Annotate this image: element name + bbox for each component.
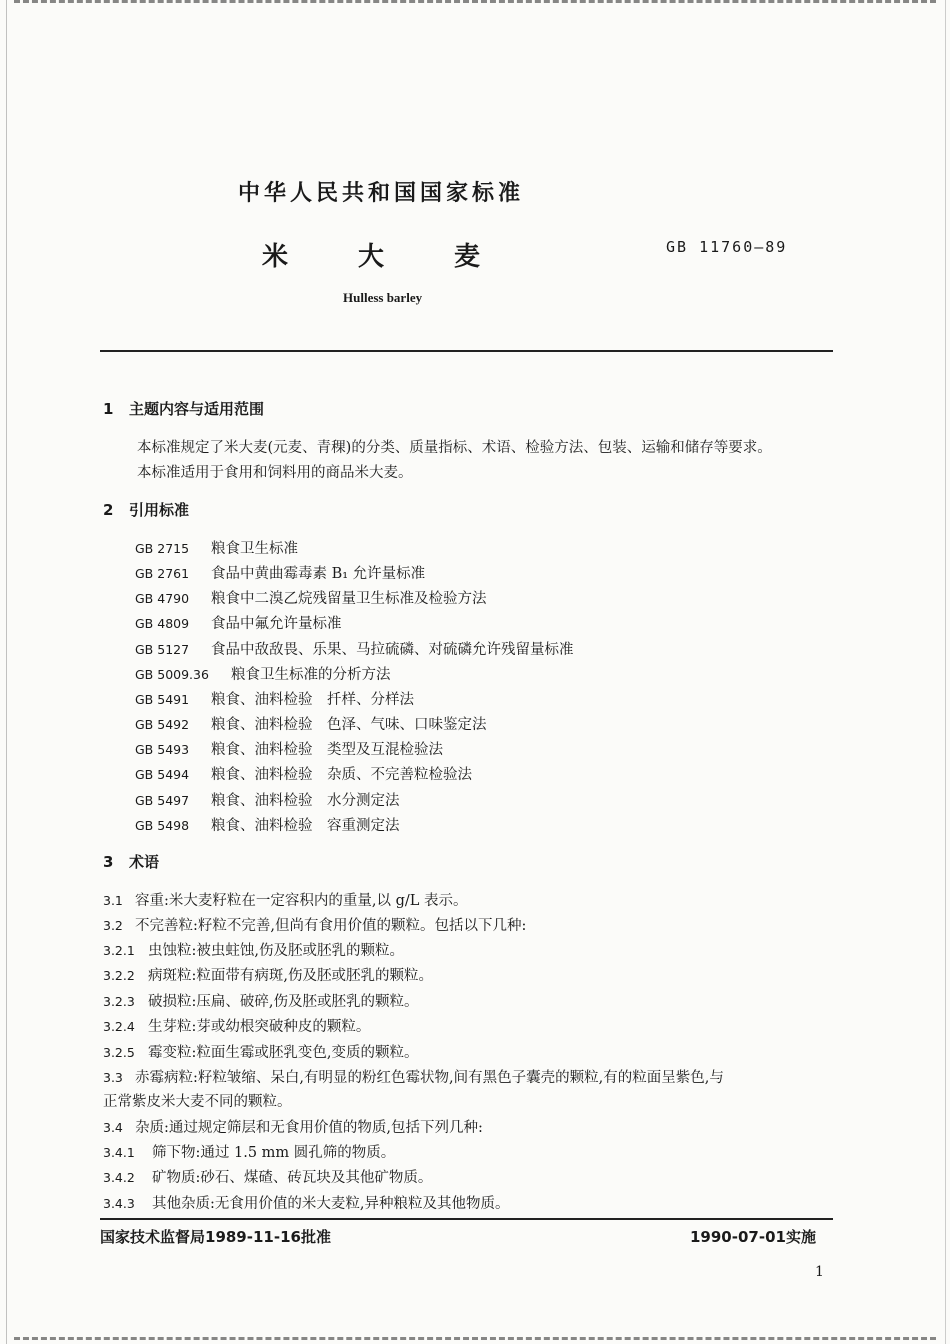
scan-edge-bottom (14, 1331, 936, 1340)
term-item (103, 990, 419, 1011)
section-title: 主题内容与适用范围 (129, 400, 265, 418)
section-number: 3 (103, 853, 114, 871)
standard-title: 米大麦 (262, 242, 551, 272)
scan-edge-top (14, 0, 936, 9)
term-text: 霉变粒:粒面生霉或胚乳变色,变质的颗粒。 (148, 1045, 419, 1061)
term-item (103, 939, 404, 960)
term-code: 3.2.2 (103, 968, 135, 983)
reference-code: GB 5493 (135, 742, 190, 757)
section-heading-scope (103, 398, 264, 419)
reference-item (135, 688, 414, 709)
effective-date: 1990-07-01实施 (690, 1228, 816, 1246)
term-code: 3.3 (103, 1070, 123, 1085)
term-text: 不完善粒:籽粒不完善,但尚有食用价值的颗粒。包括以下几种: (135, 918, 527, 934)
national-standard-title: 中华人民共和国国家标准 (238, 181, 525, 206)
term-item (103, 1166, 432, 1187)
term-text: 病斑粒:粒面带有病斑,伤及胚或胚乳的颗粒。 (148, 968, 433, 984)
reference-title: 粮食、油料检验 色泽、气味、口味鉴定法 (211, 717, 487, 733)
term-item (103, 889, 468, 910)
term-item (103, 1116, 483, 1137)
reference-code: GB 5127 (135, 642, 190, 657)
reference-code: GB 2715 (135, 541, 190, 556)
term-code: 3.4 (103, 1120, 123, 1135)
reference-code: GB 4790 (135, 591, 190, 606)
section-heading-terms (103, 851, 159, 872)
term-item (103, 1015, 370, 1036)
term-item (103, 1041, 419, 1062)
reference-title: 粮食、油料检验 水分测定法 (211, 793, 400, 809)
term-code: 3.2.4 (103, 1019, 135, 1034)
term-item (103, 1066, 724, 1087)
term-text: 正常紫皮米大麦不同的颗粒。 (103, 1094, 292, 1110)
section-number: 1 (103, 400, 114, 418)
scan-edge-left (6, 0, 7, 1344)
reference-item (135, 738, 443, 759)
reference-item (135, 814, 400, 835)
scope-paragraph: 本标准规定了米大麦(元麦、青稞)的分类、质量指标、术语、检验方法、包装、运输和储存等要求。 (137, 440, 772, 456)
reference-code: GB 2761 (135, 566, 190, 581)
reference-title: 粮食卫生标准的分析方法 (231, 667, 391, 683)
term-code: 3.4.2 (103, 1170, 135, 1185)
term-text: 矿物质:砂石、煤碴、砖瓦块及其他矿物质。 (152, 1170, 433, 1186)
scope-paragraph: 本标准适用于食用和饲料用的商品米大麦。 (137, 465, 413, 481)
reference-title: 食品中氟允许量标准 (211, 616, 342, 632)
term-text: 容重:米大麦籽粒在一定容积内的重量,以 g/L 表示。 (135, 893, 468, 909)
standard-code: GB 11760—89 (666, 238, 788, 256)
term-code: 3.2.1 (103, 943, 135, 958)
term-text: 杂质:通过规定筛层和无食用价值的物质,包括下列几种: (135, 1120, 483, 1136)
term-item-continuation (103, 1090, 292, 1111)
reference-item (135, 789, 400, 810)
term-item (103, 1192, 510, 1213)
reference-item (135, 587, 487, 608)
reference-title: 粮食、油料检验 容重测定法 (211, 818, 400, 834)
reference-code: GB 5498 (135, 818, 190, 833)
section-title: 术语 (129, 853, 160, 871)
reference-code: GB 5491 (135, 692, 190, 707)
section-heading-references (103, 499, 189, 520)
reference-code: GB 4809 (135, 616, 190, 631)
page-number: 1 (815, 1264, 824, 1280)
reference-title: 食品中敌敌畏、乐果、马拉硫磷、对硫磷允许残留量标准 (211, 642, 574, 658)
term-code: 3.2 (103, 918, 123, 933)
term-text: 虫蚀粒:被虫蛀蚀,伤及胚或胚乳的颗粒。 (148, 943, 404, 959)
reference-title: 粮食、油料检验 杂质、不完善粒检验法 (211, 767, 472, 783)
reference-code: GB 5497 (135, 793, 190, 808)
term-text: 破损粒:压扁、破碎,伤及胚或胚乳的颗粒。 (148, 994, 419, 1010)
reference-item (135, 763, 472, 784)
reference-title: 粮食、油料检验 扦样、分样法 (211, 692, 414, 708)
reference-item (135, 537, 298, 558)
reference-code: GB 5009.36 (135, 667, 209, 682)
term-code: 3.1 (103, 893, 123, 908)
term-item (103, 1141, 395, 1162)
approval-statement: 国家技术监督局1989-11-16批准 (100, 1228, 331, 1246)
reference-item (135, 713, 487, 734)
term-code: 3.4.3 (103, 1196, 135, 1211)
term-code: 3.2.3 (103, 994, 135, 1009)
term-text: 筛下物:通过 1.5 mm 圆孔筛的物质。 (152, 1145, 396, 1161)
reference-item (135, 562, 425, 583)
term-item (103, 914, 526, 935)
term-code: 3.4.1 (103, 1145, 135, 1160)
term-text: 生芽粒:芽或幼根突破种皮的颗粒。 (148, 1019, 371, 1035)
term-item (103, 964, 433, 985)
term-code: 3.2.5 (103, 1045, 135, 1060)
footer-rule (100, 1218, 833, 1220)
term-text: 赤霉病粒:籽粒皱缩、呆白,有明显的粉红色霉状物,间有黑色子囊壳的颗粒,有的粒面呈紫色,与 (135, 1070, 724, 1086)
reference-title: 粮食中二溴乙烷残留量卫生标准及检验方法 (211, 591, 487, 607)
reference-title: 食品中黄曲霉毒素 B₁ 允许量标准 (211, 566, 426, 582)
scan-edge-right (945, 0, 946, 1344)
section-number: 2 (103, 501, 114, 519)
header-rule (100, 350, 833, 352)
reference-item (135, 638, 574, 659)
english-title: Hulless barley (343, 290, 423, 305)
section-title: 引用标准 (129, 501, 190, 519)
reference-title: 粮食、油料检验 类型及互混检验法 (211, 742, 443, 758)
reference-code: GB 5494 (135, 767, 190, 782)
reference-item (135, 612, 342, 633)
term-text: 其他杂质:无食用价值的米大麦粒,异种粮粒及其他物质。 (152, 1196, 510, 1212)
reference-item (135, 663, 391, 684)
reference-title: 粮食卫生标准 (211, 541, 298, 557)
reference-code: GB 5492 (135, 717, 190, 732)
